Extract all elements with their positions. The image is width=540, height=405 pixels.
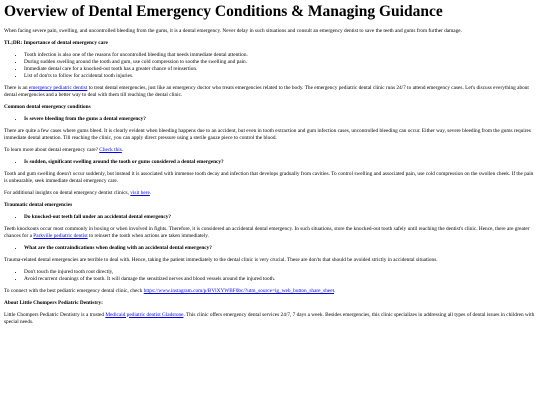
about-paragraph: Little Chompers Pediatric Dentistry is a trusted Medicaid pediatric dentist Gladstone. This clinic offers emergency dental services 24/7, 7 days a week. Besides emergencies, this clinic specializes in addressing all types of dental issues in children with special needs.: [4, 311, 535, 325]
about-heading: About Little Chompers Pediatric Dentistry:: [4, 299, 103, 306]
question-knocked-out: • Do knocked-out teeth fall under an accidental dental emergency?: [24, 214, 536, 221]
list-item: • List of don'ts to follow for accidental tooth injuries.: [24, 73, 536, 80]
parkville-dentist-link[interactable]: Parkville pediatric dentist: [33, 232, 88, 239]
instagram-link[interactable]: https://www.instagram.com/p/BVlXYWBF0bc/?utm_source=ig_web_button_share_sheet: [143, 287, 335, 294]
question-contraindications: • What are the contraindications when dealing with an accidental dental emergency?: [24, 245, 536, 252]
connect-paragraph: To connect with the best pediatric emergency dental clinic, check https://www.instagram.com/p/BVlXYWBF0bc/?utm_source=ig_web_button_share_sheet.: [4, 287, 336, 294]
list-item: • Immediate dental care for a knocked-out tooth has a greater chance of reinsertion.: [24, 66, 536, 73]
question-bleeding: • Is severe bleeding from the gums a dental emergency?: [24, 116, 536, 123]
tldr-heading: TL;DR: Importance of dental emergency care: [4, 40, 108, 47]
common-emergencies-heading: Common dental emergency conditions: [4, 103, 91, 110]
answer-knocked-out: Teeth knockouts occur most commonly in boxing or when involved in fights. Therefore, it is considered an accidental dental emergency. In such situations, store the knocked-out tooth safely until reaching the dentist's clinic. Hence, there are greater chances for a Parkville pediatric dentist to reinsert the tooth when actions are taken immediately.: [4, 225, 530, 239]
answer-contraindications: Trauma-related dental emergencies are terrible to deal with. Hence, taking the patient immediately to the dental clinic is very crucial. These are don'ts that should be avoided strictly in accidental situations.: [4, 256, 438, 263]
intro-paragraph: When facing severe pain, swelling, and uncontrolled bleeding from the gums, it is a dental emergency. Never delay in such situations and consult an emergency dentist to save the teeth and gums from further damage.: [4, 28, 462, 35]
visit-here-link[interactable]: visit here: [130, 189, 150, 196]
check-this-link[interactable]: Check this: [99, 146, 122, 153]
list-item: • During sudden swelling around the tooth and gum, use cold compression to soothe the swelling and pain.: [24, 59, 536, 66]
tldr-list: [4, 52, 536, 80]
emergency-pediatric-dentist-link[interactable]: emergency pediatric dentist: [28, 84, 88, 91]
question-list: [4, 245, 536, 252]
question-swelling: • Is sudden, significant swelling around the tooth or gums considered a dental emergency?: [24, 159, 536, 166]
question-list: [4, 214, 536, 221]
question-list: [4, 159, 536, 166]
list-item: • Avoid recurrent cleanings of the tooth. It will damage the sensitized nerves and blood vessels around the injured tooth.: [24, 276, 536, 283]
page-title: Overview of Dental Emergency Conditions & Managing Guidance: [4, 3, 443, 20]
medicaid-dentist-link[interactable]: Medicaid pediatric dentist Gladstone: [105, 311, 184, 318]
answer-bleeding: There are quite a few cases where gums bleed. It is clearly evident when bleeding happens due to an accident, but even in tooth extraction and gum infection cases, uncontrolled bleeding can occur. Either way, severe bleeding from the gums requires immediate dental attention. Till reaching the clinic, you can apply direct pressure using a sterile gauze piece to control the blood.: [4, 127, 531, 141]
donts-list: [4, 269, 536, 283]
additional-insights-paragraph: For additional insights on dental emergency dentist clinics, visit here.: [4, 189, 152, 196]
emergency-dentist-paragraph: There is an emergency pediatric dentist to treat dental emergencies, just like an emergency doctor who treats emergencies related to the body. The emergency pediatric dental clinic runs 24/7 to attend emergency cases. Let's discuss everything about dental emergencies and a better way to deal with them till reaching the dental clinic.: [4, 84, 529, 98]
list-item: • Tooth infection is also one of the reasons for uncontrolled bleeding that needs immediate dental attention.: [24, 52, 536, 59]
traumatic-emergencies-heading: Traumatic dental emergencies: [4, 201, 73, 208]
learn-more-paragraph: To learn more about dental emergency care? Check this.: [4, 146, 124, 153]
question-list: [4, 116, 536, 123]
list-item: • Don't touch the injured tooth root directly,: [24, 269, 536, 276]
answer-swelling: Tooth and gum swelling doesn't occur suddenly, but instead it is associated with immense tooth decay and infection that develops gradually from cavities. To control swelling and associated pain, use cold compression on the swollen cheek. If the pain is unbearable, seek immediate dental emergency care.: [4, 170, 534, 184]
